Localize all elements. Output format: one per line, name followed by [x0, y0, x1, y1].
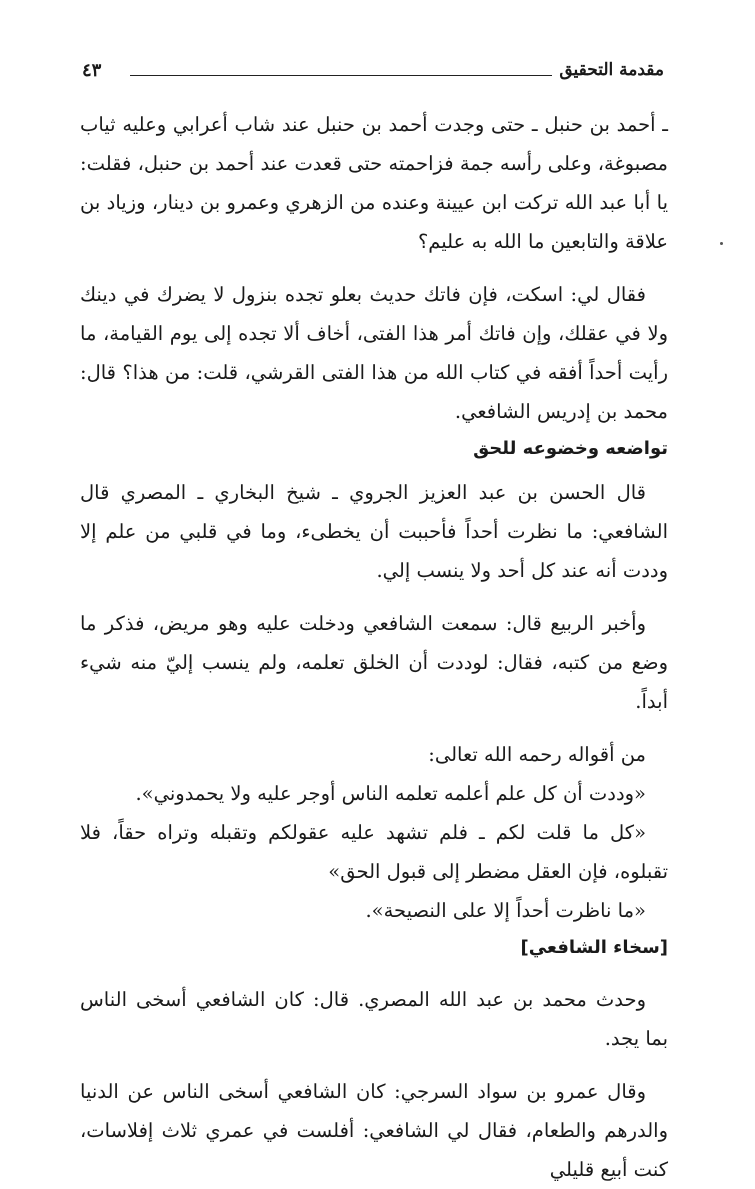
section-heading-humility: تواضعه وخضوعه للحق [473, 438, 668, 459]
section-heading-generosity: [سخاء الشافعي] [520, 937, 668, 958]
paragraph-ahmad-meeting: ـ أحمد بن حنبل ـ حتى وجدت أحمد بن حنبل عند شاب أعرابي وعليه ثياب مصبوغة، وعلى رأسه جمة فزاحمته حتى قعدت عند أحمد بن حنبل، فقلت: يا أبا عبد الله تركت ابن عيينة وعنده من الزهري وعمرو بن دينار، وزياد بن علاقة والتابعين ما الله به عليم؟ [80, 113, 668, 253]
paragraph-hasan-jarawi: قال الحسن بن عبد العزيز الجروي ـ شيخ البخاري ـ المصري قال الشافعي: ما نظرت أحداً فأحببت أن يخطىء، وما في قلبي من علم إلا وددت أنه عند كل أحد ولا ينسب إلي. [80, 481, 668, 582]
paragraph-ahmad-reply: فقال لي: اسكت، فإن فاتك حديث بعلو تجده بنزول لا يضرك في دينك ولا في عقلك، وإن فاتك أمر هذا الفتى، أخاف ألا تجده إلى يوم القيامة، ما رأيت أحداً أفقه في كتاب الله من هذا الفتى القرشي، قلت: من هذا؟ قال: محمد بن إدريس الشافعي. [80, 283, 668, 423]
paragraph-muhammad-masri: وحدث محمد بن عبد الله المصري. قال: كان الشافعي أسخى الناس بما يجد. [80, 988, 668, 1050]
paragraph-sayings-intro: من أقواله رحمه الله تعالى: [428, 743, 646, 766]
paragraph-rabi-report: وأخبر الربيع قال: سمعت الشافعي ودخلت عليه وهو مريض، فذكر ما وضع من كتبه، فقال: لوددت أن الخلق تعلمه، ولم ينسب إليّ منه شيء أبداً. [80, 612, 668, 713]
header-rule [130, 75, 552, 76]
quote-accept-truth: «كل ما قلت لكم ـ فلم تشهد عليه عقولكم وتقبله وتراه حقاً، فلا تقبلوه، فإن العقل مضطر إلى قبول الحق» [80, 821, 668, 883]
margin-mark [720, 242, 723, 245]
paragraph-amr-sarji: وقال عمرو بن سواد السرجي: كان الشافعي أسخى الناس عن الدنيا والدرهم والطعام، فقال لي الشافعي: أفلست في عمري ثلاث إفلاسات، كنت أبيع قليلي [80, 1080, 668, 1181]
quote-knowledge: «وددت أن كل علم أعلمه تعلمه الناس أوجر عليه ولا يحمدوني». [135, 782, 646, 805]
page-number: ٤٣ [82, 60, 102, 81]
running-header [82, 58, 664, 92]
running-title: مقدمة التحقيق [559, 60, 664, 80]
quote-debate-advice: «ما ناظرت أحداً إلا على النصيحة». [365, 899, 646, 922]
page-body [80, 105, 668, 1189]
